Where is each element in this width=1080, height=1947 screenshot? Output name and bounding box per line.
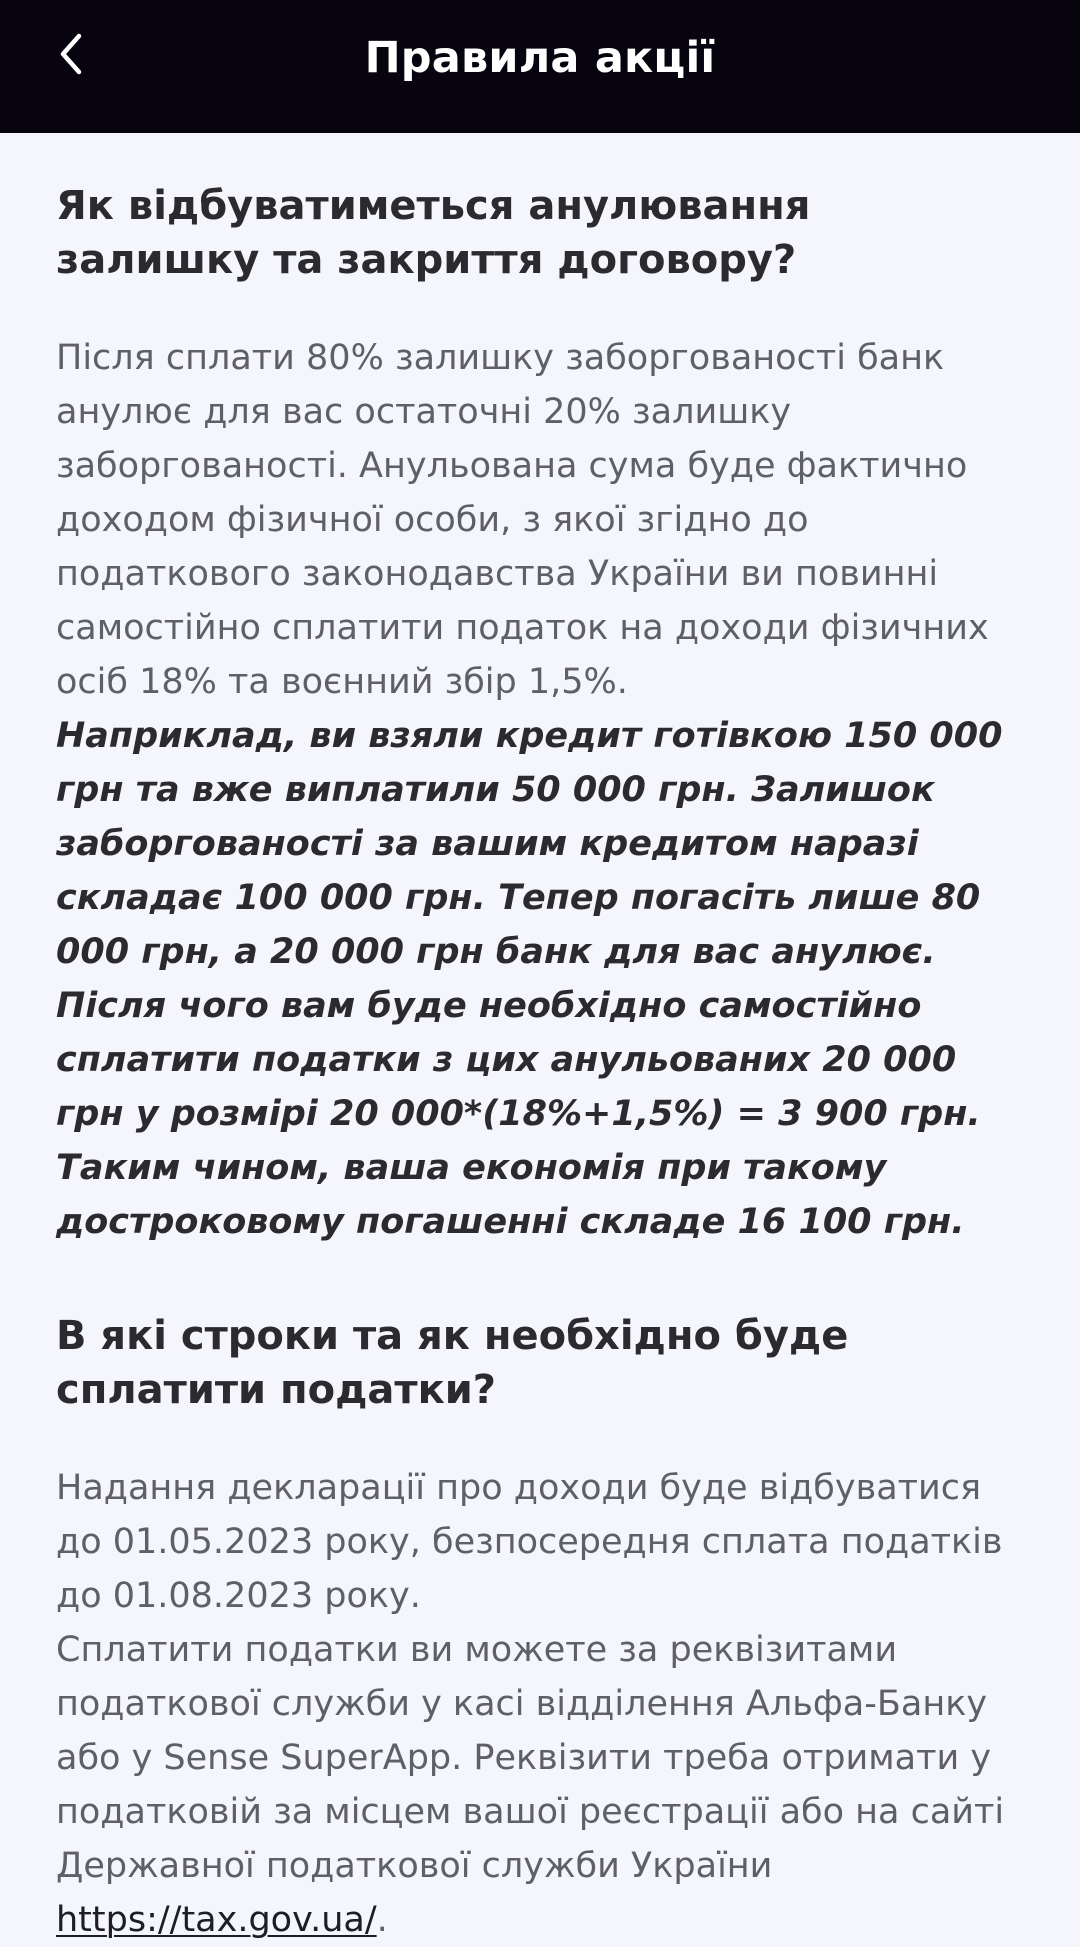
- tax-gov-link[interactable]: https://tax.gov.ua/: [56, 1900, 377, 1940]
- rules-content: [0, 133, 1080, 1947]
- section-title-cancellation: Як відбуватиметься анулювання залишку та закриття договору?: [56, 183, 811, 283]
- page-title: Правила акції: [364, 33, 716, 83]
- section-paragraph-payment-details: [56, 1623, 1024, 1947]
- section-title-tax-payment: В які строки та як необхідно буде сплатити податки?: [56, 1313, 849, 1413]
- link-suffix: .: [376, 1900, 388, 1940]
- section-paragraph-deadlines: Надання декларації про доходи буде відбуватися до 01.05.2023 року, безпосередня сплата податків до 01.08.2023 року.: [56, 1468, 1003, 1616]
- payment-details-text: Сплатити податки ви можете за реквізитами податкової служби у касі відділення Альфа-Банку або у Sense SuperApp. Реквізити треба отримати у податковій за місцем вашої реєстрації або на сайті Державної податкової служби України: [56, 1630, 1005, 1886]
- section-paragraph-cancellation: Після сплати 80% залишку заборгованості банк анулює для вас остаточні 20% залишку заборгованості. Анульована сума буде фактично доходом фізичної особи, з якої згідно до податкового законодавства України ви повинні самостійно сплатити податок на доходи фізичних осіб 18% та воєнний збір 1,5%.: [56, 338, 989, 702]
- example-paragraph: Наприклад, ви взяли кредит готівкою 150 000 грн та вже виплатили 50 000 грн. Залишок заборгованості за вашим кредитом наразі складає 100 000 грн. Тепер погасіть лише 80 000 грн, а 20 000 грн банк для вас анулює. Після чого вам буде необхідно самостійно сплатити податки з цих анульованих 20 000 грн у розмірі 20 000*(18%+1,5%) = 3 900 грн. Таким чином, ваша економія при такому достроковому погашенні складе 16 100 грн.: [56, 716, 1003, 1242]
- top-app-bar: [0, 0, 1080, 133]
